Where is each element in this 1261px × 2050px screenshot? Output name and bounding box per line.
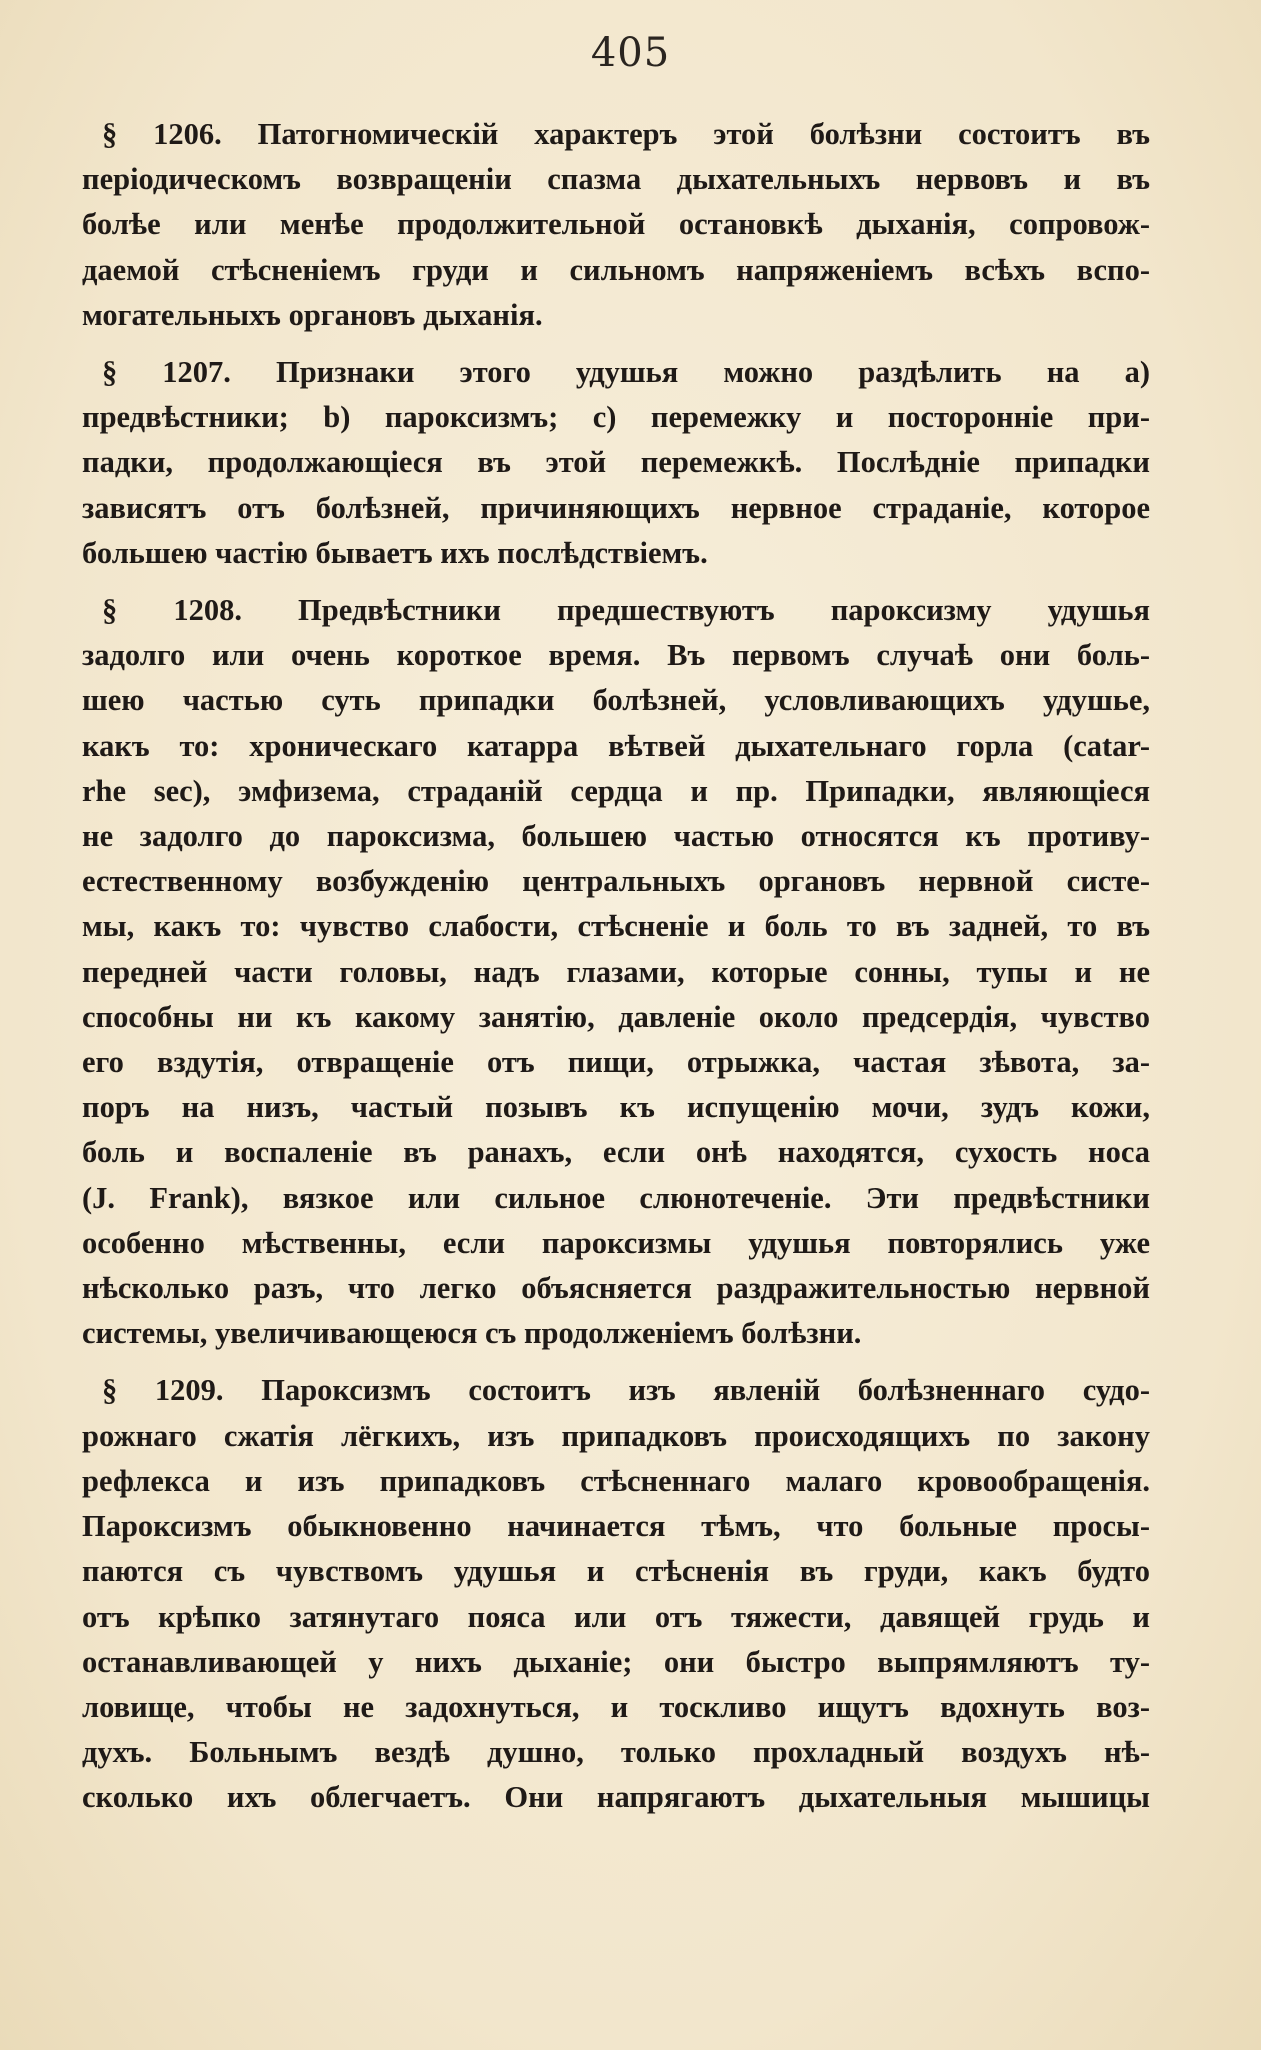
text-line: рожнаго сжатія лёгкихъ, изъ припадковъ происходящихъ по закону — [82, 1418, 1150, 1453]
text-line: шею частью суть припадки болѣзней, условливающихъ удушье, — [82, 683, 1150, 718]
text-line: большею частію бываетъ ихъ послѣдствіемъ. — [82, 535, 708, 570]
text-line: особенно мѣственны, если пароксизмы удушья повторялись уже — [82, 1225, 1150, 1260]
text-line: могательныхъ органовъ дыханія. — [82, 297, 543, 332]
text-line: какъ то: хроническаго катарра вѣтвей дыхательнаго горла (catar- — [82, 728, 1150, 763]
text-line: паются съ чувствомъ удушья и стѣсненія въ груди, какъ будто — [82, 1554, 1150, 1589]
paragraph-1208 — [82, 588, 1150, 1356]
text-line: § 1208. Предвѣстники предшествуютъ пароксизму удушья — [102, 593, 1150, 628]
text-line: нѣсколько разъ, что легко объясняется раздражительностью нервной — [82, 1271, 1150, 1306]
text-line: не задолго до пароксизма, большею частью относятся къ противу- — [82, 819, 1150, 854]
paragraph-1206 — [82, 112, 1150, 338]
text-line: падки, продолжающіеся въ этой перемежкѣ. Послѣдніе припадки — [82, 445, 1150, 480]
text-line: Пароксизмъ обыкновенно начинается тѣмъ, что больные просы- — [82, 1509, 1150, 1544]
text-line: поръ на низъ, частый позывъ къ испущенію мочи, зудъ кожи, — [82, 1090, 1150, 1125]
paragraph-1209 — [82, 1368, 1150, 1820]
text-line: rhe sec), эмфизема, страданій сердца и пр. Припадки, являющіеся — [82, 773, 1150, 808]
text-line: § 1206. Патогномическій характеръ этой болѣзни состоитъ въ — [102, 117, 1150, 151]
text-line: духъ. Больнымъ вездѣ душно, только прохладный воздухъ нѣ- — [82, 1735, 1150, 1770]
text-line: способны ни къ какому занятію, давленіе около предсердія, чувство — [82, 999, 1150, 1034]
text-line: естественному возбужденію центральныхъ органовъ нервной систе- — [82, 864, 1150, 899]
page-number: 405 — [590, 30, 671, 76]
text-line: системы, увеличивающеюся съ продолженіемъ болѣзни. — [82, 1316, 862, 1351]
text-line: задолго или очень короткое время. Въ первомъ случаѣ они боль- — [82, 638, 1150, 673]
text-line: § 1209. Пароксизмъ состоитъ изъ явленій болѣзненнаго судо- — [102, 1373, 1150, 1408]
text-line: сколько ихъ облегчаетъ. Они напрягаютъ дыхательныя мышицы — [82, 1780, 1150, 1815]
text-line: даемой стѣсненіемъ груди и сильномъ напряженіемъ всѣхъ вспо- — [82, 252, 1150, 287]
text-line: болѣе или менѣе продолжительной остановкѣ дыханія, сопровож- — [82, 207, 1150, 242]
text-line: передней части головы, надъ глазами, которые сонны, тупы и не — [82, 954, 1150, 989]
text-line: рефлекса и изъ припадковъ стѣсненнаго малаго кровообращенія. — [82, 1463, 1150, 1498]
paragraph-1207 — [82, 350, 1150, 576]
text-line: § 1207. Признаки этого удушья можно раздѣлить на а) — [102, 355, 1150, 390]
text-line: останавливающей у нихъ дыханіе; они быстро выпрямляютъ ту- — [82, 1644, 1150, 1679]
text-line: періодическомъ возвращеніи спазма дыхательныхъ нервовъ и въ — [82, 162, 1150, 197]
text-line: отъ крѣпко затянутаго пояса или отъ тяжести, давящей грудь и — [82, 1599, 1150, 1634]
text-line: его вздутія, отвращеніе отъ пищи, отрыжка, частая зѣвота, за- — [82, 1045, 1150, 1080]
page-body-text — [82, 112, 1150, 1833]
text-line: боль и воспаленіе въ ранахъ, если онѣ находятся, сухость носа — [82, 1135, 1150, 1170]
text-line: (J. Frank), вязкое или сильное слюнотеченіе. Эти предвѣстники — [82, 1180, 1150, 1215]
text-line: мы, какъ то: чувство слабости, стѣсненіе и боль то въ задней, то въ — [82, 909, 1150, 944]
text-line: зависятъ отъ болѣзней, причиняющихъ нервное страданіе, которое — [82, 490, 1150, 525]
text-line: ловище, чтобы не задохнуться, и тоскливо ищутъ вдохнуть воз- — [82, 1689, 1150, 1724]
text-line: предвѣстники; b) пароксизмъ; с) перемежку и посторонніе при- — [82, 400, 1150, 435]
